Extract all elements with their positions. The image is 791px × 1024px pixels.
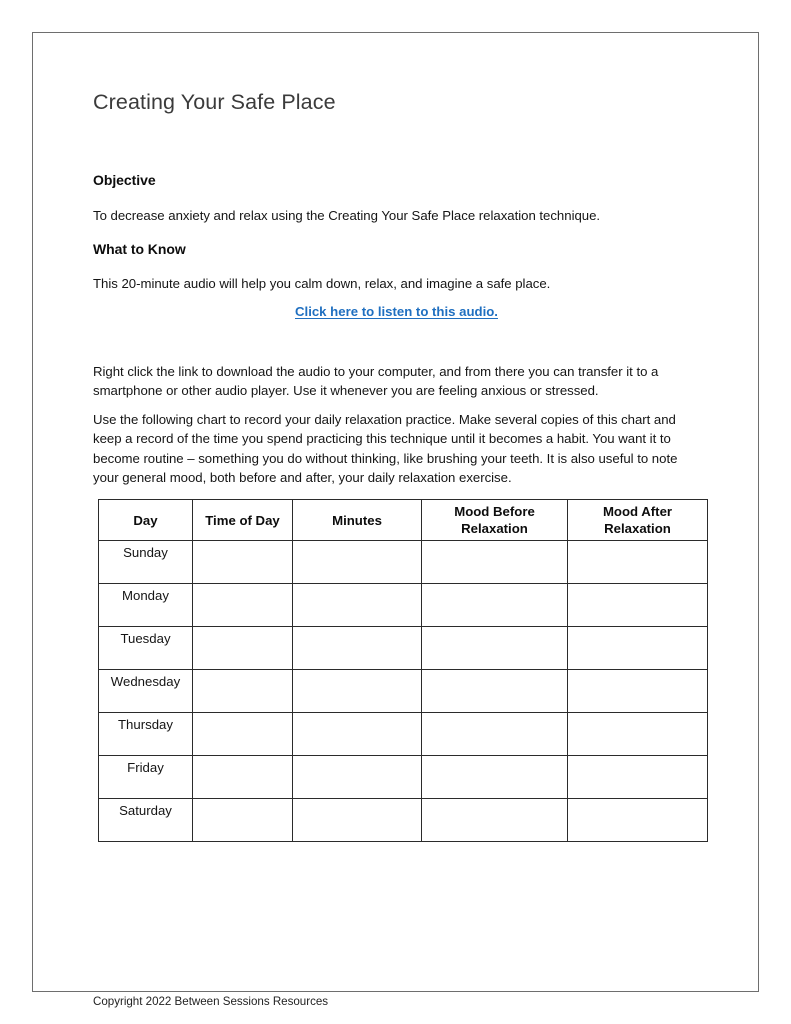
entry-cell-mood-after[interactable] xyxy=(568,627,708,670)
what-to-know-heading: What to Know xyxy=(93,241,186,257)
relaxation-practice-table xyxy=(98,499,708,842)
page-content xyxy=(93,33,700,1008)
table-body xyxy=(99,541,708,842)
entry-cell-time-of-day[interactable] xyxy=(193,670,293,713)
objective-heading: Objective xyxy=(93,172,156,188)
entry-cell-mood-before[interactable] xyxy=(422,756,568,799)
column-header-mood-after: Mood After Relaxation xyxy=(568,500,708,541)
entry-cell-time-of-day[interactable] xyxy=(193,584,293,627)
column-header-day: Day xyxy=(99,500,193,541)
entry-cell-mood-before[interactable] xyxy=(422,541,568,584)
day-label-cell: Monday xyxy=(99,584,193,627)
entry-cell-time-of-day[interactable] xyxy=(193,799,293,842)
audio-link-container xyxy=(93,303,700,321)
day-label-cell: Saturday xyxy=(99,799,193,842)
entry-cell-mood-after[interactable] xyxy=(568,541,708,584)
day-label-cell: Sunday xyxy=(99,541,193,584)
objective-text: To decrease anxiety and relax using the Creating Your Safe Place relaxation technique. xyxy=(93,208,601,223)
entry-cell-mood-after[interactable] xyxy=(568,670,708,713)
entry-cell-mood-after[interactable] xyxy=(568,713,708,756)
entry-cell-mood-after[interactable] xyxy=(568,799,708,842)
table-row xyxy=(99,799,708,842)
entry-cell-minutes[interactable] xyxy=(293,627,422,670)
what-to-know-text: This 20-minute audio will help you calm down, relax, and imagine a safe place. xyxy=(93,276,551,291)
table-row xyxy=(99,713,708,756)
entry-cell-mood-after[interactable] xyxy=(568,756,708,799)
table-row xyxy=(99,627,708,670)
entry-cell-minutes[interactable] xyxy=(293,670,422,713)
column-header-minutes: Minutes xyxy=(293,500,422,541)
entry-cell-minutes[interactable] xyxy=(293,541,422,584)
chart-instructions-text: Use the following chart to record your daily relaxation practice. Make several copies of this chart and keep a record of the time you spend practicing this technique until it becomes a habit. You want it to become routine – something you do without thinking, like brushing your teeth. It is also useful to note your general mood, both before and after, your daily relaxation exercise. xyxy=(93,412,678,485)
entry-cell-time-of-day[interactable] xyxy=(193,541,293,584)
day-label-cell: Tuesday xyxy=(99,627,193,670)
entry-cell-time-of-day[interactable] xyxy=(193,756,293,799)
table-row xyxy=(99,670,708,713)
day-label-cell: Wednesday xyxy=(99,670,193,713)
entry-cell-mood-before[interactable] xyxy=(422,627,568,670)
entry-cell-mood-after[interactable] xyxy=(568,584,708,627)
day-label-cell: Thursday xyxy=(99,713,193,756)
entry-cell-mood-before[interactable] xyxy=(422,713,568,756)
entry-cell-minutes[interactable] xyxy=(293,584,422,627)
copyright-footer: Copyright 2022 Between Sessions Resources xyxy=(93,995,329,1008)
table-row xyxy=(99,756,708,799)
audio-link[interactable]: Click here to listen to this audio. xyxy=(295,304,498,319)
entry-cell-mood-before[interactable] xyxy=(422,799,568,842)
column-header-time-of-day: Time of Day xyxy=(193,500,293,541)
day-label-cell: Friday xyxy=(99,756,193,799)
entry-cell-minutes[interactable] xyxy=(293,799,422,842)
download-instructions-text: Right click the link to download the audio to your computer, and from there you can transfer it to a smartphone or other audio player. Use it whenever you are feeling anxious or stressed. xyxy=(93,364,659,399)
table-row xyxy=(99,584,708,627)
entry-cell-minutes[interactable] xyxy=(293,756,422,799)
column-header-mood-before: Mood Before Relaxation xyxy=(422,500,568,541)
entry-cell-time-of-day[interactable] xyxy=(193,627,293,670)
entry-cell-mood-before[interactable] xyxy=(422,670,568,713)
entry-cell-mood-before[interactable] xyxy=(422,584,568,627)
table-header-row xyxy=(99,500,708,541)
entry-cell-time-of-day[interactable] xyxy=(193,713,293,756)
table-row xyxy=(99,541,708,584)
worksheet-page xyxy=(32,32,759,1008)
page-title: Creating Your Safe Place xyxy=(93,90,336,114)
entry-cell-minutes[interactable] xyxy=(293,713,422,756)
